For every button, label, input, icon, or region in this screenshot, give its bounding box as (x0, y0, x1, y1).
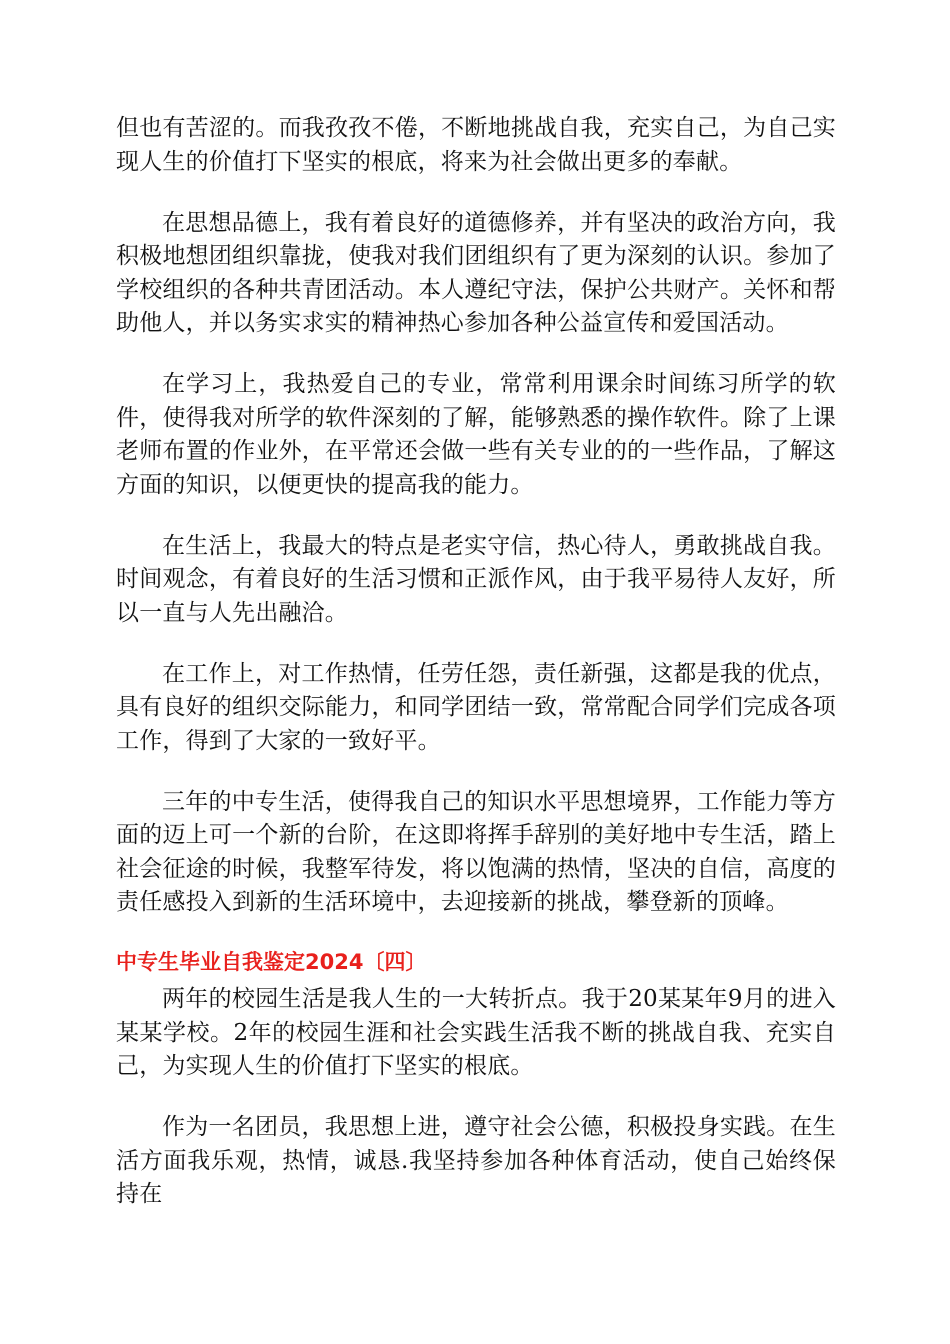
paragraph-summary: 三年的中专生活，使得我自己的知识水平思想境界，工作能力等方面的迈上可一个新的台阶，在这即将挥手辞别的美好地中专生活，踏上社会征途的时候，我整军待发，将以饱满的热情，坚决的自信，高度的责任感投入到新的生活环境中，去迎接新的挑战，攀登新的顶峰。 (116, 788, 836, 915)
paragraph-continued: 但也有苦涩的。而我孜孜不倦，不断地挑战自我，充实自己，为自己实现人生的价值打下坚实的根底，将来为社会做出更多的奉献。 (116, 115, 836, 175)
paragraph-ideology: 在思想品德上，我有着良好的道德修养，并有坚决的政治方向，我积极地想团组织靠拢，使我对我们团组织有了更为深刻的认识。参加了学校组织的各种共青团活动。本人遵纪守法，保护公共财产。关怀和帮助他人，并以务实求实的精神热心参加各种公益宣传和爱国活动。 (116, 209, 836, 336)
paragraph-league-member: 作为一名团员，我思想上进，遵守社会公德，积极投身实践。在生活方面我乐观，热情，诚恳.我坚持参加各种体育活动，使自己始终保持在 (116, 1114, 836, 1207)
paragraph-life: 在生活上，我最大的特点是老实守信，热心待人，勇敢挑战自我。时间观念，有着良好的生活习惯和正派作风，由于我平易待人友好，所以一直与人先出融洽。 (116, 532, 836, 626)
paragraph-study: 在学习上，我热爱自己的专业，常常利用课余时间练习所学的软件，使得我对所学的软件深刻的了解，能够熟悉的操作软件。除了上课老师布置的作业外，在平常还会做一些有关专业的的一些作品，了解这方面的知识，以便更快的提高我的能力。 (116, 371, 836, 498)
paragraph-work: 在工作上，对工作热情，任劳任怨，责任新强，这都是我的优点，具有良好的组织交际能力，和同学团结一致，常常配合同学们完成各项工作，得到了大家的一致好平。 (116, 660, 836, 754)
paragraph-campus-life: 两年的校园生活是我人生的一大转折点。我于20某某年9月的进入某某学校。2年的校园生涯和社会实践生活我不断的挑战自我、充实自己，为实现人生的价值打下坚实的根底。 (116, 986, 836, 1079)
section-heading: 中专生毕业自我鉴定2024〔四〕 (116, 950, 427, 974)
document-body (116, 112, 836, 1239)
